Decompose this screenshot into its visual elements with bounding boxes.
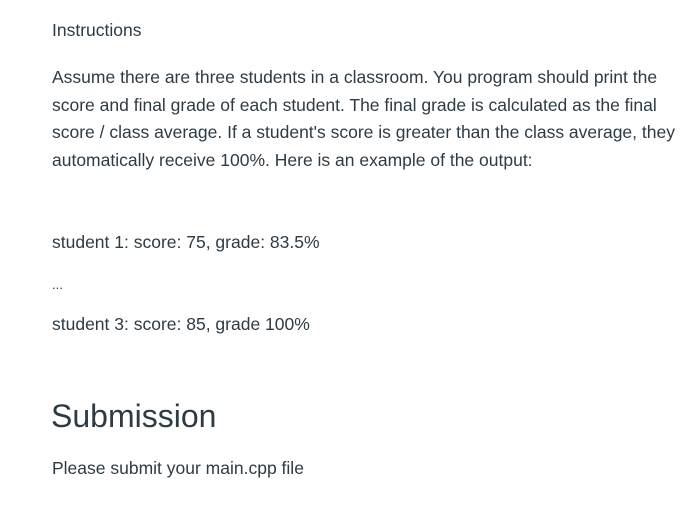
- example-output-line-1: student 1: score: 75, grade: 83.5%: [52, 232, 320, 252]
- example-output-ellipsis: ...: [52, 277, 63, 292]
- submission-text: Please submit your main.cpp file: [52, 458, 304, 478]
- instructions-label: Instructions: [52, 20, 142, 40]
- instructions-description: Assume there are three students in a classroom. You program should print the score and final grade of each student. The final grade is calculated as the final score / class average. If a student's score is greater than the class average, they automatically receive 100%. Here is an example of the output:: [52, 67, 675, 170]
- example-output-line-3: student 3: score: 85, grade 100%: [52, 314, 310, 334]
- submission-heading: Submission: [51, 398, 217, 434]
